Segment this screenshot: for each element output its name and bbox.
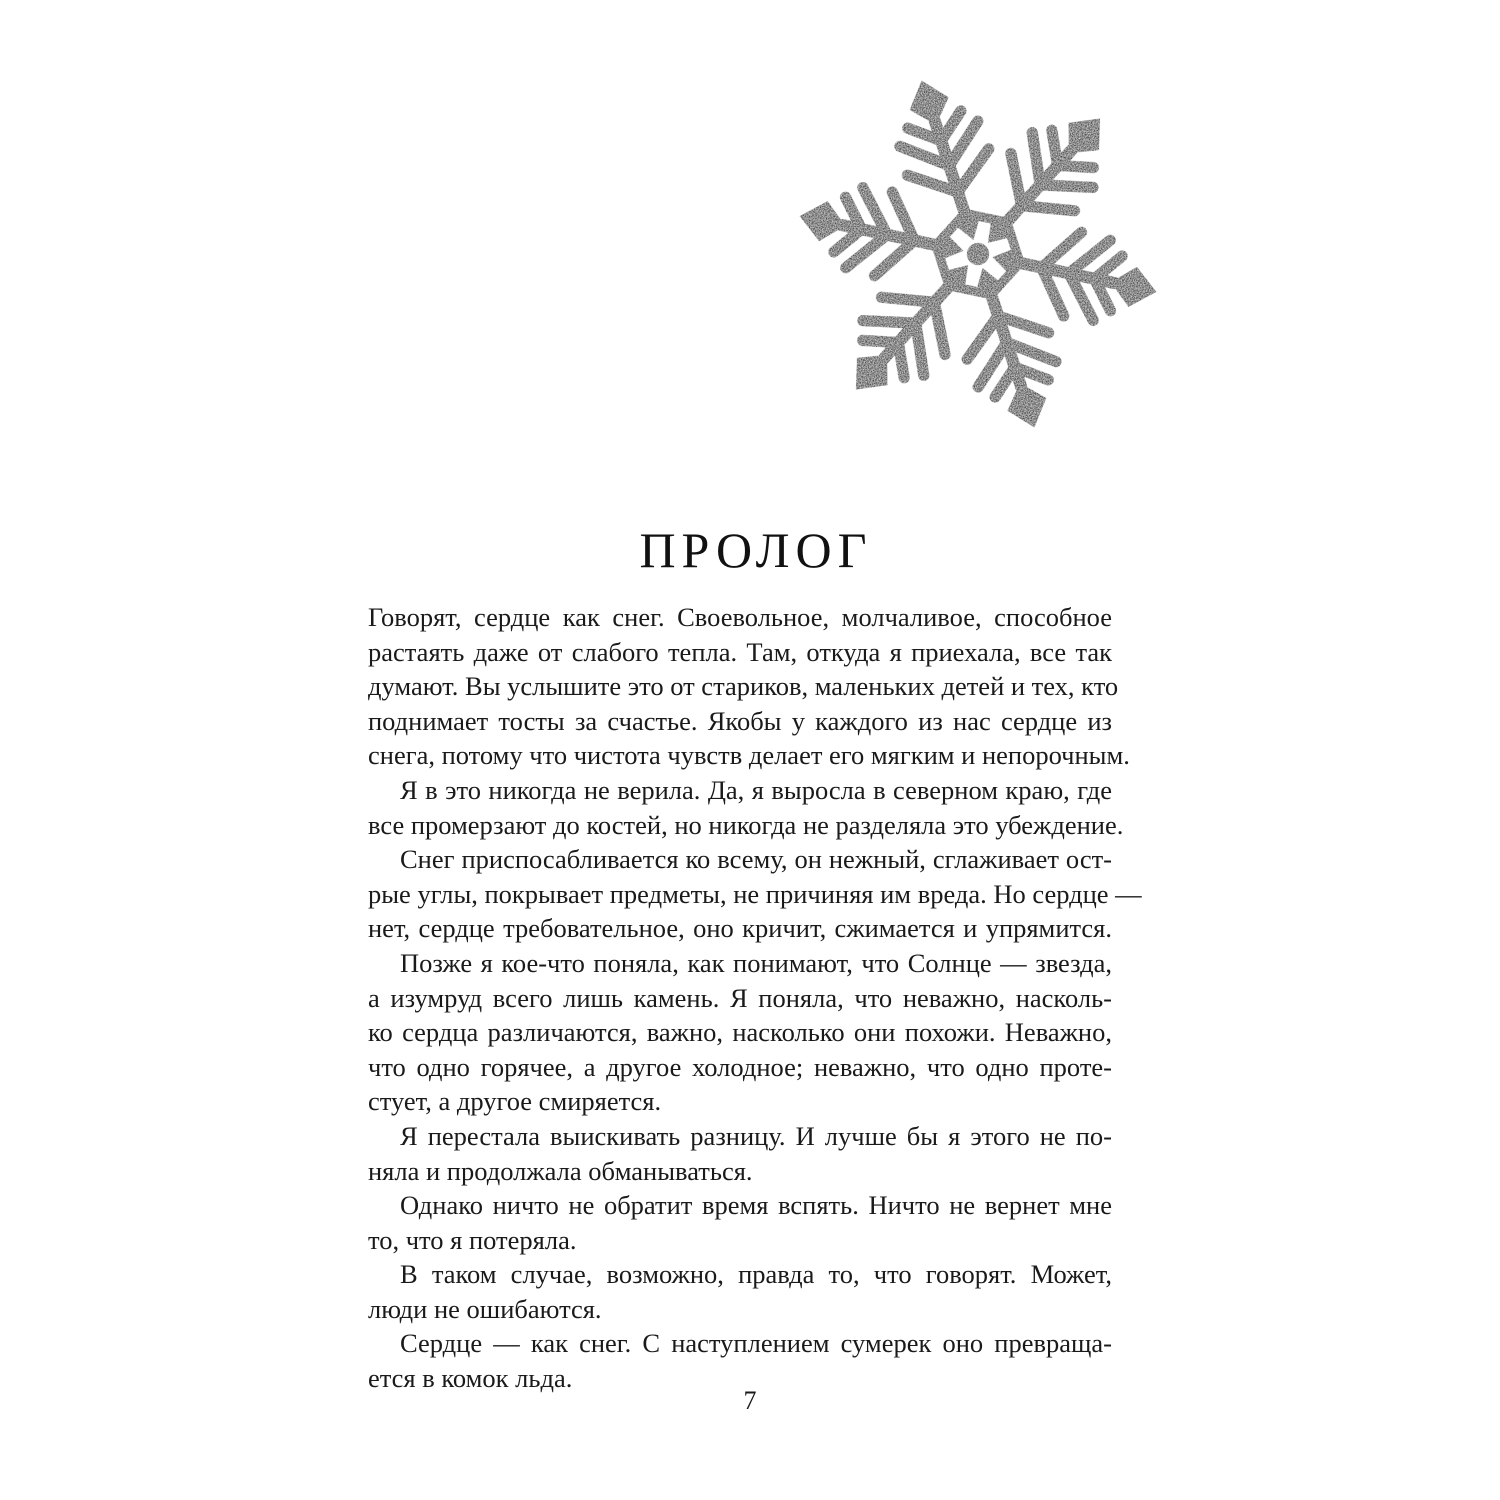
text-line: поднимает тосты за счастье. Якобы у каждого из нас сердце из — [368, 705, 1112, 736]
prologue-text — [368, 600, 1142, 1396]
text-line: Сердце — как снег. С наступлением сумерек оно превраща- — [400, 1328, 1112, 1359]
text-line: люди не ошибаются. — [368, 1293, 602, 1324]
text-line: рые углы, покрывает предметы, не причиняя им вреда. Но сердце — — [368, 878, 1142, 909]
text-line: что одно горячее, а другое холодное; неважно, что одно проте- — [368, 1051, 1112, 1082]
page-number: 7 — [743, 1386, 757, 1415]
snowflake-icon — [785, 68, 1171, 440]
text-line: Я в это никогда не верила. Да, я выросла в северном краю, где — [400, 774, 1112, 805]
text-line: а изумруд всего лишь камень. Я поняла, что неважно, насколь- — [368, 982, 1112, 1013]
text-line: нет, сердце требовательное, оно кричит, сжимается и упрямится. — [368, 913, 1112, 944]
chapter-title: ПРОЛОГ — [639, 522, 873, 578]
text-line: Я перестала выискивать разницу. И лучше бы я этого не по- — [400, 1120, 1112, 1151]
text-line: ется в комок льда. — [368, 1363, 573, 1394]
text-line: то, что я потеряла. — [368, 1224, 577, 1255]
text-line: Снег приспосабливается ко всему, он нежный, сглаживает ост- — [400, 844, 1112, 875]
text-line: Однако ничто не обратит время вспять. Ничто не вернет мне — [400, 1190, 1112, 1221]
text-line: думают. Вы услышите это от стариков, маленьких детей и тех, кто — [368, 671, 1119, 702]
text-line: Позже я кое-что поняла, как понимают, что Солнце — звезда, — [400, 947, 1112, 978]
text-line: В таком случае, возможно, правда то, что говорят. Может, — [400, 1259, 1112, 1290]
text-line: растаять даже от слабого тепла. Там, откуда я приехала, все так — [368, 636, 1112, 667]
text-line: няла и продолжала обманываться. — [368, 1155, 753, 1186]
text-line: все промерзают до костей, но никогда не разделяла это убеждение. — [368, 809, 1124, 840]
text-line: Говорят, сердце как снег. Своевольное, молчаливое, способное — [368, 602, 1112, 632]
text-line: снега, потому что чистота чувств делает его мягким и непорочным. — [368, 740, 1130, 771]
text-line: ко сердца различаются, важно, насколько они похожи. Неважно, — [368, 1017, 1112, 1048]
text-line: стует, а другое смиряется. — [368, 1086, 662, 1117]
